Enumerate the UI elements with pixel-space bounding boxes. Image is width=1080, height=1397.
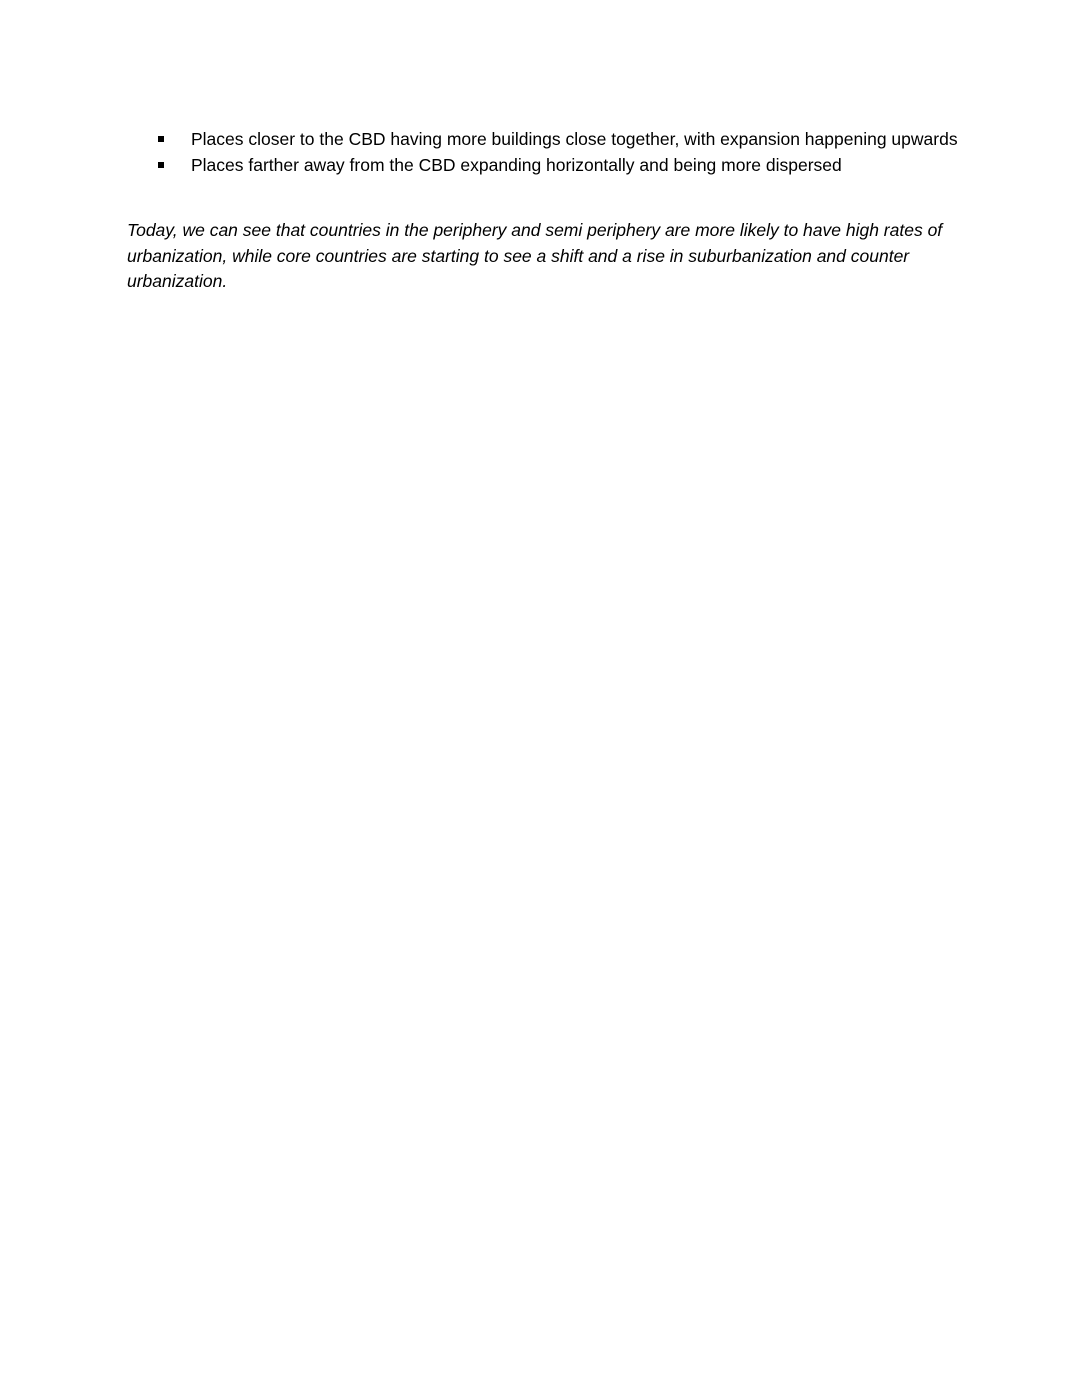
list-item xyxy=(158,127,958,153)
bullet-list xyxy=(158,127,958,178)
list-item-text: Places farther away from the CBD expanding horizontally and being more dispersed xyxy=(191,154,842,175)
square-bullet-icon xyxy=(158,162,164,168)
list-item xyxy=(158,153,958,179)
list-item-text: Places closer to the CBD having more buildings close together, with expansion happening upwards xyxy=(191,129,958,149)
summary-paragraph: Today, we can see that countries in the periphery and semi periphery are more likely to have high rates of urbanization, while core countries are starting to see a shift and a rise in suburbanization and counter urbanization. xyxy=(127,220,943,291)
square-bullet-icon xyxy=(158,136,164,142)
